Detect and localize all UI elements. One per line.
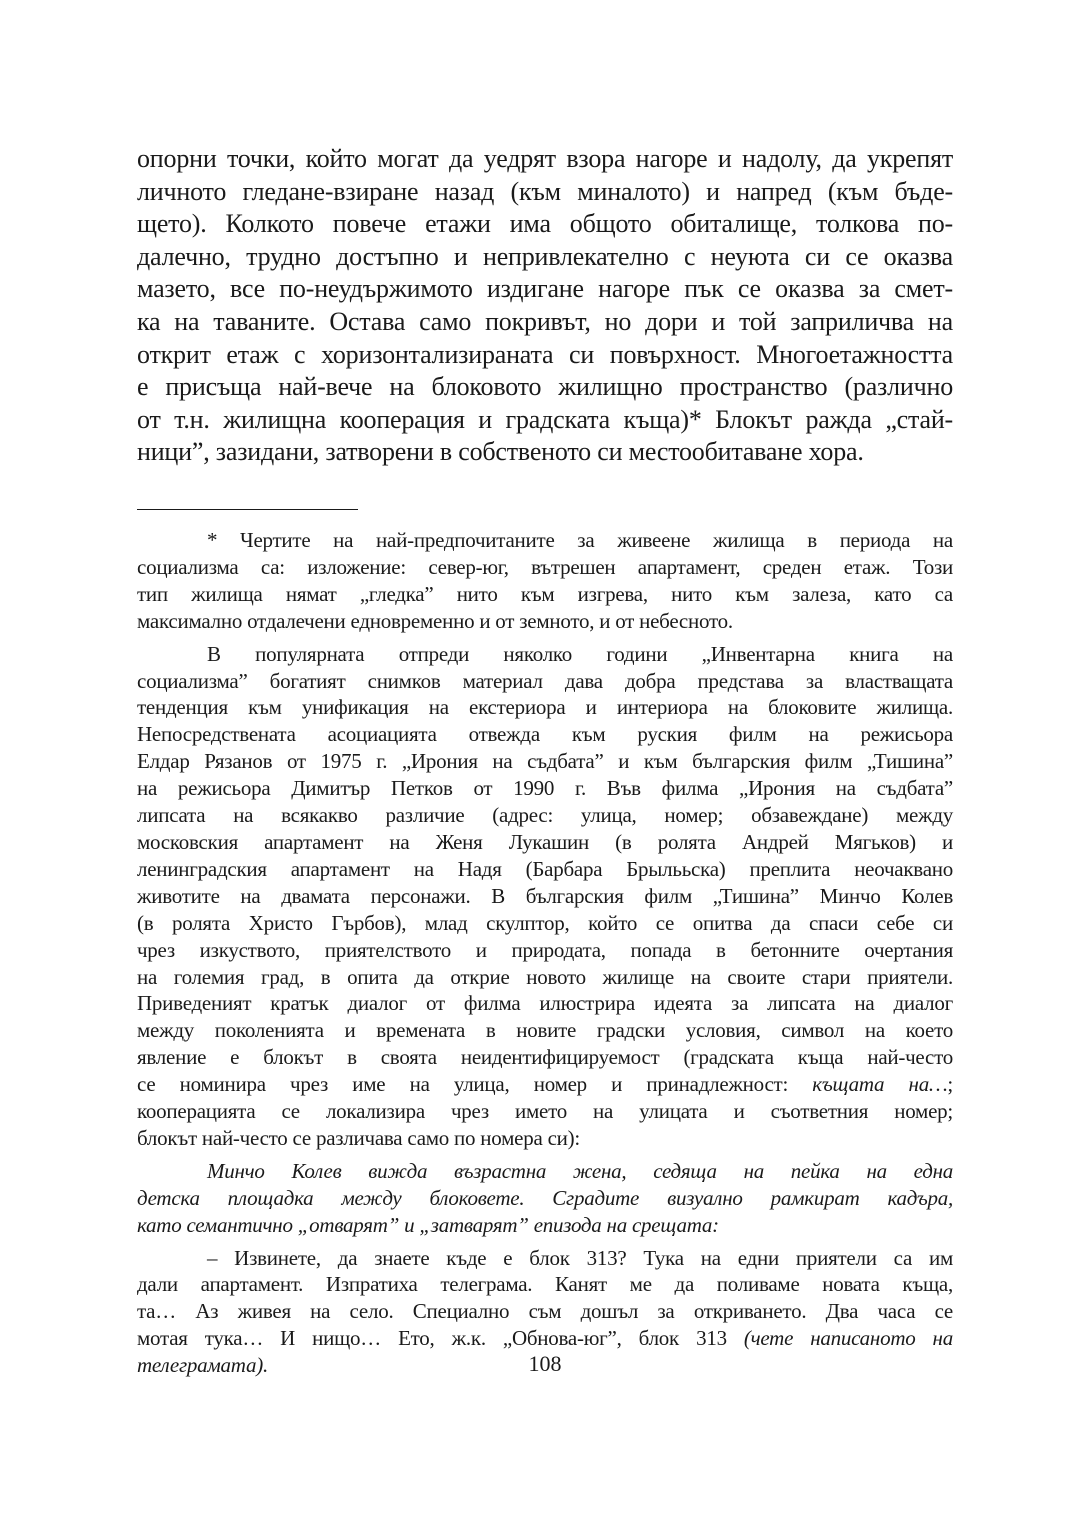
footnote-line: на режисьора Димитър Петков от 1990 г. Във филма „Ирония на съдбата” xyxy=(137,776,953,801)
main-paragraph xyxy=(137,143,953,469)
footnote-line: тип жилища нямат „гледка” нито към изгрева, нито към залеза, като са xyxy=(137,581,953,606)
footnote-line: дали апартамент. Изпратиха телеграма. Канят ме да поливаме новата къща, xyxy=(137,1272,953,1297)
footnote-line: между поколенията и времената в новите градски условия, символ на което xyxy=(137,1018,953,1043)
page-number: 108 xyxy=(528,1351,562,1376)
main-line: мазето, все по-неудържимото издигане нагоре пък се оказва за смет- xyxy=(137,274,953,304)
footnote-italic-text: (чете написаното на xyxy=(743,1326,953,1351)
main-line: далечно, трудно достъпно и непривлекателно с неуюта си се оказва xyxy=(137,241,953,271)
footnote-line: кооперацията се локализира чрез името на улицата и съответния номер; xyxy=(137,1099,953,1124)
footnote-paragraph-2 xyxy=(137,641,953,1152)
footnote-line: блокът най-често се различава само по номера си): xyxy=(137,1125,580,1150)
footnote-line: тенденция към унификация на екстериора и интериора на блоковите жилища. xyxy=(137,695,953,720)
footnote-line-mixed xyxy=(137,1325,953,1352)
main-line: щето). Колкото повече етажи има общото обиталище, толкова по- xyxy=(137,209,953,239)
footnote-line: – Извинете, да знаете къде е блок 313? Тука на едни приятели са им xyxy=(207,1245,953,1270)
footnote-text: ; xyxy=(947,1072,953,1097)
footnote-line: социализма са: изложение: север-юг, вътрешен апартамент, среден етаж. Този xyxy=(137,554,953,579)
footnote-line: телеграмата). xyxy=(137,1353,268,1378)
footnote-line: (в ролята Христо Гърбов), млад скулптор, който се опитва да спаси себе си xyxy=(137,910,953,935)
footnote-paragraph-1 xyxy=(137,527,953,635)
footnote-line: Приведеният кратък диалог от филма илюстрира идеята за липсата на диалог xyxy=(137,991,953,1016)
main-line: от т.н. жилищна кооперация и градската къща)* Блокът ражда „стай- xyxy=(137,404,953,434)
footnote-line-mixed xyxy=(137,1071,953,1098)
footnote-line: като семантично „отварят” и „затварят” епизода на срещата: xyxy=(137,1212,719,1237)
footnote-line: * Чертите на най-предпочитаните за живеене жилища в периода на xyxy=(207,528,953,552)
footnote-italic-text: къщата на… xyxy=(812,1072,948,1097)
main-line: опорни точки, който могат да уедрят взора нагоре и надолу, да укрепят xyxy=(137,144,953,173)
footnote-line: ленинградския апартамент на Надя (Барбара Брылььска) преплита неочаквано xyxy=(137,856,953,881)
footnote-text: се номинира чрез име на улица, номер и принадлежност: xyxy=(137,1072,813,1097)
main-line: ка на таваните. Остава само покривът, но дори и той заприличва на xyxy=(137,306,953,336)
book-page xyxy=(137,143,953,1378)
main-line: ници”, зазидани, затворени в собственото си местообитаване хора. xyxy=(137,437,864,467)
footnote-line: липсата на всякакво различие (адрес: улица, номер; обзавеждане) между xyxy=(137,803,953,828)
main-line: е присъща най-вече на блоковото жилищно пространство (различно xyxy=(137,372,953,402)
footnote-separator xyxy=(137,509,358,510)
footnote-line: детска площадка между блоковете. Сградите визуално рамкират кадъра, xyxy=(137,1185,953,1210)
footnote-line: чрез изкуството, приятелството и природата, попада в бетонните очертания xyxy=(137,937,953,962)
main-line: открит етаж с хоризонтализираната си повърхност. Многоетажността xyxy=(137,339,953,369)
footnote-line: та… Аз живея на село. Специално съм дошъл за откриването. Два часа се xyxy=(137,1299,953,1324)
footnote-line: социализма” богатият снимков материал дава добра представа за властващата xyxy=(137,668,953,693)
footnote-line: Елдар Рязанов от 1975 г. „Ирония на съдбата” и към българския филм „Тишина” xyxy=(137,749,953,774)
footnote-line: В популярната отпреди няколко години „Инвентарна книга на xyxy=(207,641,953,666)
footnote-block xyxy=(137,527,953,1385)
footnote-line: животите на двамата персонажи. В българския филм „Тишина” Минчо Колев xyxy=(137,883,953,908)
footnote-line: Минчо Колев вижда възрастна жена, седяща на пейка на една xyxy=(207,1158,953,1183)
footnote-text: мотая тука… И нищо… Ето, ж.к. „Обнова-юг”, блок 313 xyxy=(137,1326,744,1351)
footnote-line: максимално отдалечени едновременно и от земното, и от небесното. xyxy=(137,608,733,633)
footnote-line: московския апартамент на Женя Лукашин (в ролята Андрей Мягьков) и xyxy=(137,829,953,854)
footnote-line: Непосредствената асоциацията отвежда към руския филм на режисьора xyxy=(137,722,953,747)
footnote-paragraph-3 xyxy=(137,1158,953,1239)
footnote-line: явление е блокът в своята неидентифицируемост (градската къща най-често xyxy=(137,1045,953,1070)
footnote-line: на големия град, в опита да открие новото жилище на своите стари приятели. xyxy=(137,964,953,989)
main-line: личното гледане-взиране назад (към миналото) и напред (към бъде- xyxy=(137,176,953,206)
